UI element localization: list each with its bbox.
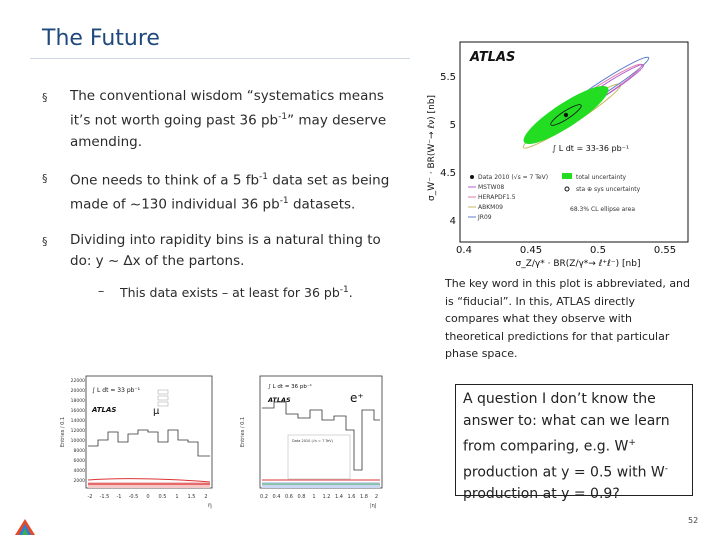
bullet-list (42, 86, 392, 317)
right-atlas-label: ATLAS (268, 396, 291, 404)
legend-entry: total uncertainty (576, 174, 627, 181)
lumi-label: ∫ L dt = 33-36 pb⁻¹ (552, 144, 630, 153)
left-x-tick-label: 0.5 (158, 494, 167, 500)
x-tick-label: 0.5 (590, 245, 606, 256)
right-y-label: Entries / 0.1 (240, 416, 246, 448)
bullet-text: data set as being made of ~130 individual 36 pb (70, 172, 390, 213)
left-y-tick-label: 14000 (70, 419, 85, 424)
left-y-tick-label: 10000 (70, 439, 85, 444)
bullet-sup: -1 (279, 196, 289, 206)
x-tick-label: 0.45 (519, 245, 543, 256)
question-sup: + (628, 438, 636, 448)
data-point (564, 113, 568, 117)
left-x-label: η (208, 502, 212, 509)
sub-bullet-text: This data exists – at least for 36 pb (120, 284, 340, 300)
left-x-tick-label: 1 (175, 494, 179, 500)
bullet-mark: § (42, 234, 48, 248)
legend-entry: sta ⊕ sys uncertainty (576, 186, 641, 193)
left-particle: μ (153, 406, 160, 417)
bullet-item (42, 167, 392, 216)
right-legend-title: Data 2010 (√s = 7 TeV) (292, 439, 333, 443)
sub-bullet (70, 280, 392, 303)
question-text: production at y = 0.9? (463, 486, 620, 503)
right-x-tick-label: 2 (374, 494, 379, 500)
left-y-tick-label: 2000 (73, 479, 85, 484)
bullet-sup: -1 (278, 112, 288, 122)
right-x-label: |η| (370, 503, 377, 509)
title-divider (30, 58, 410, 59)
right-x-tick-label: 1.2 (322, 494, 331, 500)
right-particle: e⁺ (350, 391, 364, 405)
x-tick-label: 0.55 (653, 245, 677, 256)
left-y-tick-label: 18000 (70, 399, 85, 404)
bullet-mark: § (42, 171, 48, 185)
atlas-label: ATLAS (470, 50, 516, 65)
right-x-tick-label: 1.4 (335, 494, 343, 500)
bullet-sup: -1 (259, 171, 269, 182)
right-x-tick-label: 1 (312, 494, 316, 500)
bullet-mark: § (42, 91, 48, 104)
y-tick-label: 5.5 (440, 72, 456, 83)
left-y-tick-label: 12000 (70, 429, 85, 434)
right-x-tick-label: 0.2 (260, 494, 268, 500)
left-y-tick-label: 20000 (70, 389, 85, 394)
y-tick-label: 4 (449, 216, 456, 227)
bullet-item (42, 86, 392, 153)
right-x-tick-label: 0.4 (272, 494, 281, 500)
legend-entry: HERAPDF1.5 (478, 194, 516, 201)
question-box (455, 384, 693, 503)
sub-bullet-tail: . (348, 284, 353, 300)
left-atlas-label: ATLAS (92, 406, 117, 414)
legend-entry: ABKM09 (478, 204, 503, 211)
left-lumi: ∫ L dt = 33 pb⁻¹ (92, 387, 141, 394)
y-axis-label: σ_W⁻ · BR(W⁻→ ℓν) [nb] (427, 95, 437, 201)
right-x-tick-label: 0.6 (285, 494, 293, 500)
bullet-tail: datasets. (288, 196, 356, 213)
left-x-tick-label: -1.5 (99, 494, 110, 500)
left-y-tick-label: 16000 (70, 409, 85, 414)
x-axis-label: σ_Z/γ* · BR(Z/γ*→ ℓ⁺ℓ⁻) [nb] (515, 259, 641, 269)
left-x-tick-label: -2 (87, 494, 93, 500)
slide-title: The Future (42, 26, 160, 51)
left-x-tick-label: 2 (204, 494, 208, 500)
question-text: A question I don’t know the answer to: what can we learn from comparing, e.g. W (463, 391, 670, 455)
left-y-tick-label: 22000 (70, 379, 85, 384)
university-logo-icon (14, 518, 36, 536)
right-x-tick-label: 1.6 (347, 494, 356, 500)
legend-entry: Data 2010 (√s = 7 TeV) (478, 174, 549, 181)
x-tick-label: 0.4 (456, 245, 472, 256)
sub-bullet-sup: -1 (339, 284, 349, 295)
bullet-text: Dividing into rapidity bins is a natural thing to do: y ~ ∆x of the partons. (70, 231, 381, 269)
sub-bullet-dash: – (98, 282, 105, 298)
left-y-label: Entries / 0.1 (60, 416, 66, 448)
page-number: 52 (688, 516, 699, 525)
bullet-text: The conventional wisdom “systematics means it’s not worth going past 36 pb (70, 88, 384, 129)
plot-caption: The key word in this plot is abbreviated, and is “fiducial”. In this, ATLAS directly compares what they observe with theoretical predictions for that particular phase space. (445, 277, 691, 360)
left-x-tick-label: 0 (146, 494, 150, 500)
y-tick-label: 5 (449, 120, 456, 131)
muon-eta-plot (58, 370, 218, 510)
bullet-text: One needs to think of a 5 fb (70, 172, 260, 188)
right-x-tick-label: 1.8 (360, 494, 368, 500)
question-sup: - (664, 463, 669, 474)
legend-entry: 68.3% CL ellipse area (570, 206, 636, 213)
atlas-cross-section-plot (420, 38, 692, 270)
right-lumi: ∫ L dt = 36 pb⁻¹ (268, 384, 313, 390)
positron-eta-plot (238, 370, 386, 510)
left-x-tick-label: -0.5 (128, 494, 139, 500)
left-y-tick-label: 6000 (73, 459, 85, 464)
left-y-tick-label: 4000 (73, 469, 85, 474)
left-x-tick-label: 1.5 (187, 494, 196, 500)
left-y-tick-label: 8000 (73, 449, 85, 454)
legend-entry: MSTW08 (478, 184, 505, 191)
bullet-item (42, 230, 392, 303)
left-x-tick-label: -1 (116, 494, 122, 500)
bullet-tail: ” may deserve amending. (70, 112, 387, 150)
right-x-tick-label: 0.8 (297, 494, 306, 500)
question-text: production at y = 0.5 with W (463, 464, 665, 481)
y-tick-label: 4.5 (440, 168, 456, 179)
legend-entry: JR09 (478, 214, 492, 221)
